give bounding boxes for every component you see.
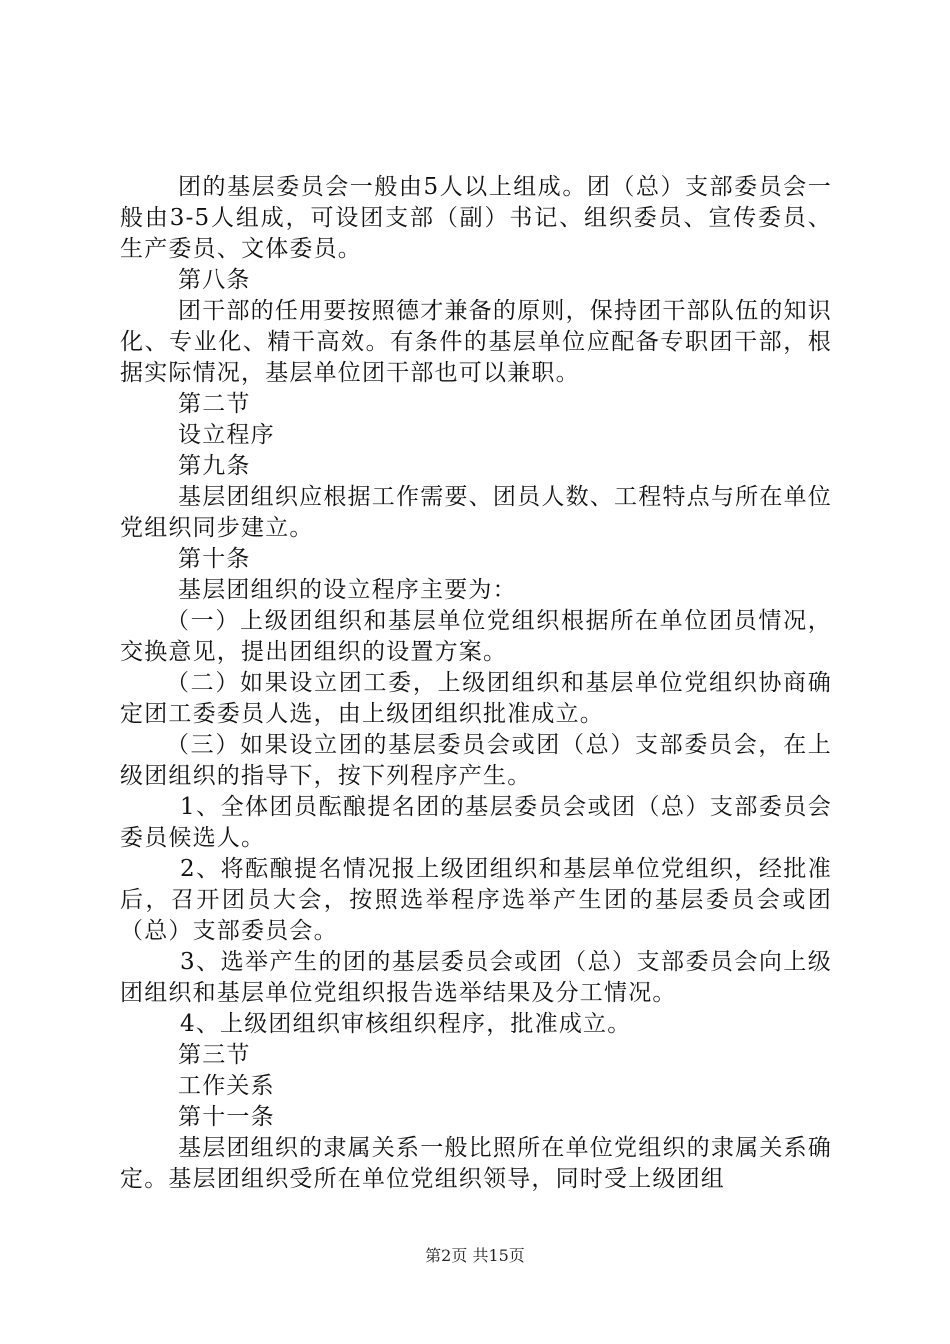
section-heading: 第二节: [178, 391, 251, 417]
article-heading: 第十条: [178, 546, 251, 572]
page-footer: 第2页 共15页: [425, 1246, 525, 1265]
paragraph: 基层团组织的隶属关系一般比照所在单位党组织的隶属关系确定。基层团组织受所在单位党组织领导，同时受上级团组: [120, 1135, 832, 1192]
section-title: 设立程序: [178, 422, 275, 448]
list-item: （二）如果设立团工委，上级团组织和基层单位党组织协商确定团工委委员人选，由上级团组织批准成立。: [120, 670, 832, 727]
list-item: （三）如果设立团的基层委员会或团（总）支部委员会，在上级团组织的指导下，按下列程序产生。: [120, 732, 832, 789]
paragraph: 基层团组织应根据工作需要、团员人数、工程特点与所在单位党组织同步建立。: [120, 484, 832, 541]
list-item: 4、上级团组织审核组织程序，批准成立。: [180, 1011, 632, 1037]
list-item: （一）上级团组织和基层单位党组织根据所在单位团员情况，交换意见，提出团组织的设置方案。: [120, 608, 832, 665]
article-heading: 第九条: [178, 453, 251, 479]
list-item: 3、选举产生的团的基层委员会或团（总）支部委员会向上级团组织和基层单位党组织报告选举结果及分工情况。: [120, 949, 832, 1006]
section-title: 工作关系: [178, 1073, 275, 1099]
list-item: 1、全体团员酝酿提名团的基层委员会或团（总）支部委员会委员候选人。: [120, 794, 832, 851]
article-heading: 第八条: [178, 267, 251, 293]
paragraph: 团的基层委员会一般由5人以上组成。团（总）支部委员会一般由3-5人组成，可设团支部（副）书记、组织委员、宣传委员、生产委员、文体委员。: [120, 174, 832, 262]
paragraph: 基层团组织的设立程序主要为：: [178, 577, 517, 603]
section-heading: 第三节: [178, 1042, 251, 1068]
document-body: [120, 172, 832, 1195]
article-heading: 第十一条: [178, 1104, 275, 1130]
list-item: 2、将酝酿提名情况报上级团组织和基层单位党组织，经批准后，召开团员大会，按照选举程序选举产生团的基层委员会或团（总）支部委员会。: [120, 856, 832, 944]
paragraph: 团干部的任用要按照德才兼备的原则，保持团干部队伍的知识化、专业化、精干高效。有条件的基层单位应配备专职团干部，根据实际情况，基层单位团干部也可以兼职。: [120, 298, 832, 386]
